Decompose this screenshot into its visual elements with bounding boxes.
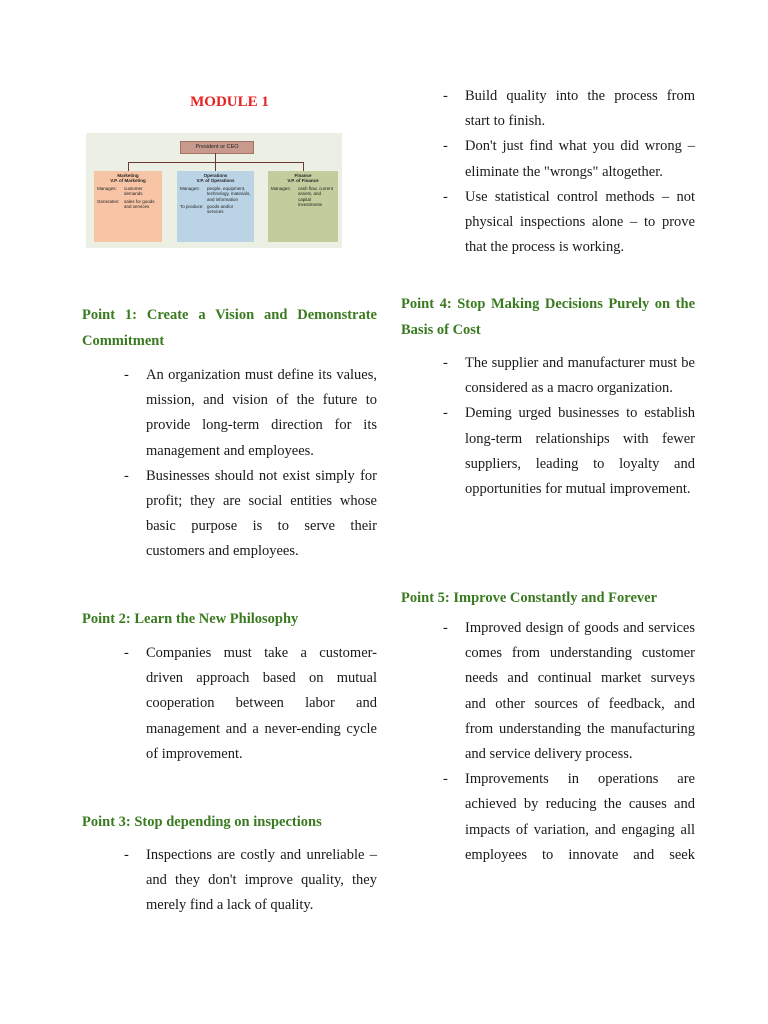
bullet-item: - The supplier and manufacturer must be considered as a macro organization. — [465, 351, 695, 401]
point-1-bullets — [146, 363, 377, 565]
org-chart-connector — [215, 153, 216, 162]
bullet-item: - Don't just find what you did wrong – eliminate the "wrongs" altogether. — [465, 134, 695, 184]
bullet-item: - Inspections are costly and unreliable – and they don't improve quality, they merely find a lack of quality. — [146, 843, 377, 919]
module-title: MODULE 1 — [190, 94, 269, 110]
bullet-item: - Use statistical control methods – not physical inspections alone – to prove that the process is working. — [465, 185, 695, 261]
point-3-heading: Point 3: Stop depending on inspections — [82, 814, 322, 830]
org-chart-operations-box: Operations V.P. of Operations Manages: people, equipment, technology, materials, and information To produce: goods and/or services — [177, 171, 254, 242]
point-1-heading: Point 1: Create a Vision and Demonstrate Commitment — [82, 307, 377, 349]
bullet-item: - Build quality into the process from start to finish. — [465, 84, 695, 134]
point-5-bullets — [465, 616, 695, 868]
bullet-item: - Companies must take a customer-driven approach based on mutual cooperation between labor and management and a never-ending cycle of improvement. — [146, 641, 377, 767]
org-chart-connector — [215, 162, 216, 171]
point-3-bullets-left — [146, 843, 377, 919]
bullet-item: - Deming urged businesses to establish long-term relationships with fewer suppliers, leading to loyalty and opportunities for mutual improvement. — [465, 401, 695, 502]
org-chart-marketing-box: Marketing V.P. of Marketing Manages: customer demands Generates: sales for goods and services — [94, 171, 162, 242]
point-5-heading: Point 5: Improve Constantly and Forever — [401, 590, 658, 606]
org-chart-figure — [86, 133, 342, 248]
org-chart-finance-box: Finance V.P. of Finance Manages: cash flow, current assets, and capital investments — [268, 171, 338, 242]
point-2-heading: Point 2: Learn the New Philosophy — [82, 611, 299, 627]
point-4-heading: Point 4: Stop Making Decisions Purely on the Basis of Cost — [401, 296, 695, 338]
bullet-item: - Businesses should not exist simply for profit; they are social entities whose basic purpose is to serve their customers and employees. — [146, 464, 377, 565]
point-3-bullets-right — [465, 84, 695, 260]
org-chart-connector — [128, 162, 129, 171]
bullet-item: - Improved design of goods and services comes from understanding customer needs and continual market surveys and other sources of feedback, and from understanding the manufacturing and service delivery process. — [465, 616, 695, 767]
org-chart-connector — [128, 162, 304, 163]
point-4-bullets — [465, 351, 695, 502]
point-2-bullets — [146, 641, 377, 767]
bullet-item: - An organization must define its values, mission, and vision of the future to provide long-term direction for its management and employees. — [146, 363, 377, 464]
org-chart-connector — [303, 162, 304, 171]
org-chart-ceo-box: President or CEO — [180, 141, 254, 154]
bullet-item: - Improvements in operations are achieved by reducing the causes and impacts of variation, and engaging all employees to innovate and seek — [465, 767, 695, 868]
